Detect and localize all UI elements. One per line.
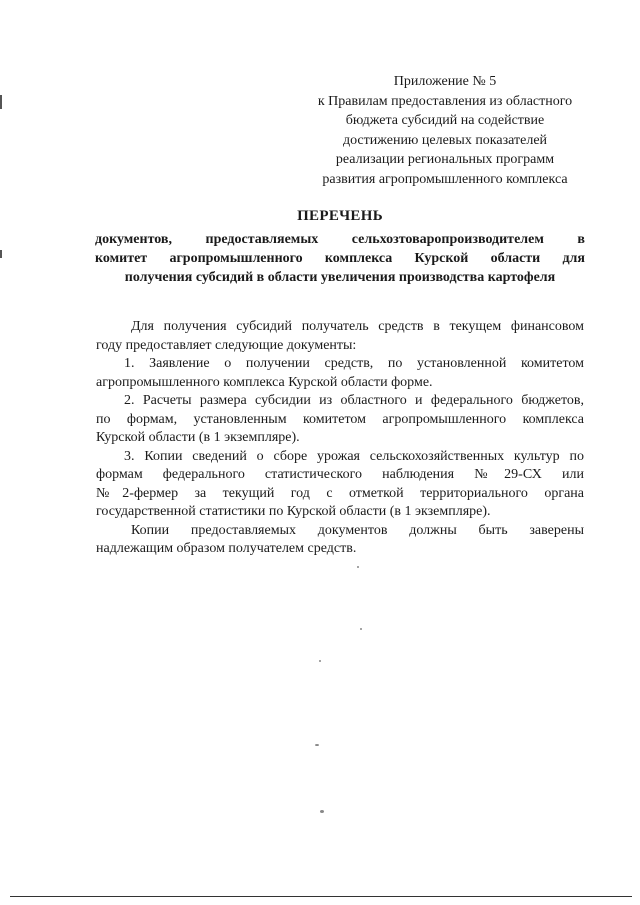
body-line: надлежащим образом получателем средств. [96,541,357,556]
body-line: формам федерального статистического наблюдения №29-СХ или [96,467,584,482]
scan-speck [315,744,319,746]
page-bottom-edge [10,896,632,897]
body-line: №2-фермер за текущий год с отметкой территориального органа [96,485,584,501]
list-item-2: 2. Расчеты размера субсидии из областного и федерального бюджетов, [124,393,584,408]
appendix-line: реализации региональных программ [335,152,555,167]
scan-speck [319,660,321,662]
scan-speck [357,566,359,568]
appendix-line: развития агропромышленного комплекса [322,171,568,187]
scan-edge-mark [0,95,2,109]
document-body [96,318,584,559]
appendix-line: к Правилам предоставления из областного [317,93,573,109]
appendix-number: Приложение № 5 [393,74,497,89]
body-line: году предоставляет следующие документы: [96,337,357,353]
document-subtitle [95,230,585,287]
document-title: ПЕРЕЧЕНЬ [297,208,383,224]
appendix-line: бюджета субсидий на содействие [345,113,545,128]
body-line: агропромышленного комплекса Курской области форме. [96,374,433,390]
scan-speck [320,810,324,813]
scan-speck [360,628,362,630]
subtitle-line: получения субсидий в области увеличения производства картофеля [124,270,556,285]
body-line: государственной статистики по Курской области (в 1 экземпляре). [96,504,491,519]
body-paragraph-intro: Для получения субсидий получатель средств в текущем финансовом [131,319,584,334]
subtitle-line: комитет агропромышленного комплекса Курской области для [95,251,585,266]
list-item-1: 1. Заявление о получении средств, по установленной комитетом [124,356,584,371]
subtitle-line: документов, предоставляемых сельхозтоваропроизводителем в [95,232,585,247]
appendix-line: достижению целевых показателей [342,132,548,148]
list-item-3: 3. Копии сведений о сборе урожая сельскохозяйственных культур по [124,448,584,464]
body-paragraph-closing: Копии предоставляемых документов должны быть заверены [131,522,584,538]
body-line: Курской области (в 1 экземпляре). [96,430,300,445]
scan-edge-mark [0,250,2,258]
body-line: по формам, установленным комитетом агропромышленного комплекса [96,411,584,427]
appendix-header [300,72,590,189]
